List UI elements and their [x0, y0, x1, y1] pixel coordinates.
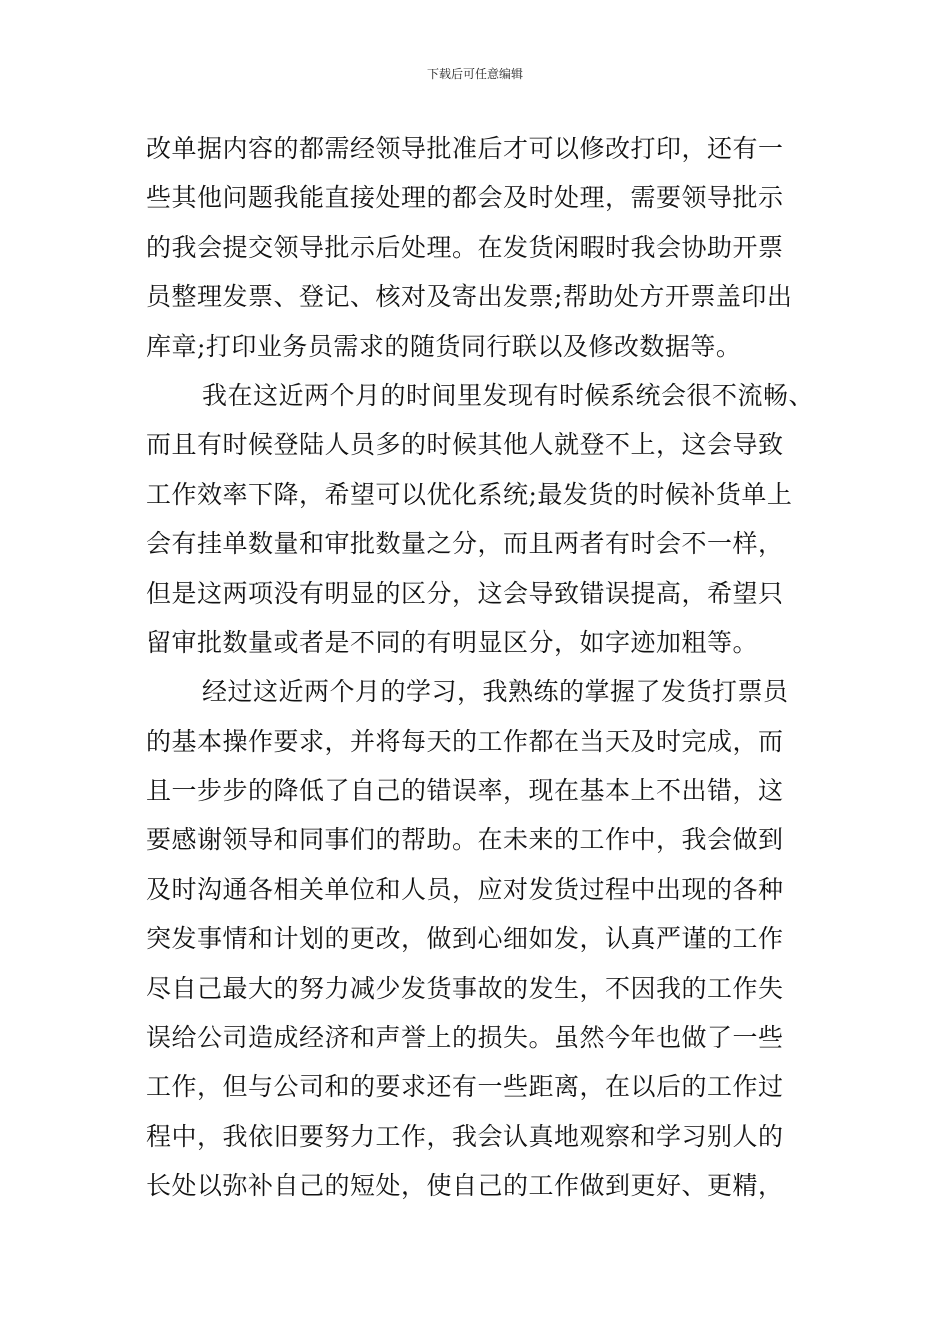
- text-line: 误给公司造成经济和声誉上的损失。虽然今年也做了一些: [146, 1023, 784, 1053]
- text-line: 的基本操作要求，并将每天的工作都在当天及时完成，而: [146, 726, 784, 756]
- text-line: 改单据内容的都需经领导批准后才可以修改打印，还有一: [146, 134, 784, 163]
- paragraph-1: [146, 124, 816, 371]
- text-line: 留审批数量或者是不同的有明显区分，如字迹加粗等。: [146, 627, 759, 657]
- text-line: 些其他问题我能直接处理的都会及时处理，需要领导批示: [146, 183, 784, 213]
- text-line: 经过这近两个月的学习，我熟练的掌握了发货打票员: [202, 677, 789, 707]
- paragraph-2: [146, 371, 816, 667]
- text-line: 而且有时候登陆人员多的时候其他人就登不上，这会导致: [146, 430, 784, 460]
- text-line: 长处以弥补自己的短处，使自己的工作做到更好、更精，: [146, 1171, 784, 1201]
- text-line: 及时沟通各相关单位和人员，应对发货过程中出现的各种: [146, 874, 784, 904]
- paragraph-3: [146, 667, 816, 1210]
- text-line: 员整理发票、登记、核对及寄出发票;帮助处方开票盖印出: [146, 282, 793, 312]
- text-line: 会有挂单数量和审批数量之分，而且两者有时会不一样，: [146, 529, 784, 559]
- text-line: 突发事情和计划的更改，做到心细如发，认真严谨的工作: [146, 924, 784, 954]
- text-line: 工作，但与公司和的要求还有一些距离，在以后的工作过: [146, 1072, 784, 1102]
- text-line: 且一步步的降低了自己的错误率，现在基本上不出错，这: [146, 776, 784, 806]
- text-line: 库章;打印业务员需求的随货同行联以及修改数据等。: [146, 331, 742, 361]
- text-line: 我在这近两个月的时间里发现有时候系统会很不流畅、: [202, 380, 815, 410]
- text-line: 工作效率下降，希望可以优化系统;最发货的时候补货单上: [146, 479, 793, 509]
- text-line: 但是这两项没有明显的区分，这会导致错误提高，希望只: [146, 578, 784, 608]
- text-line: 要感谢领导和同事们的帮助。在未来的工作中，我会做到: [146, 825, 784, 855]
- document-body: [146, 124, 816, 1211]
- text-line: 的我会提交领导批示后处理。在发货闲暇时我会协助开票: [146, 232, 784, 262]
- page-header: 下载后可任意编辑: [426, 67, 523, 81]
- text-line: 尽自己最大的努力减少发货事故的发生，不因我的工作失: [146, 973, 784, 1003]
- text-line: 程中，我依旧要努力工作，我会认真地观察和学习别人的: [146, 1121, 784, 1151]
